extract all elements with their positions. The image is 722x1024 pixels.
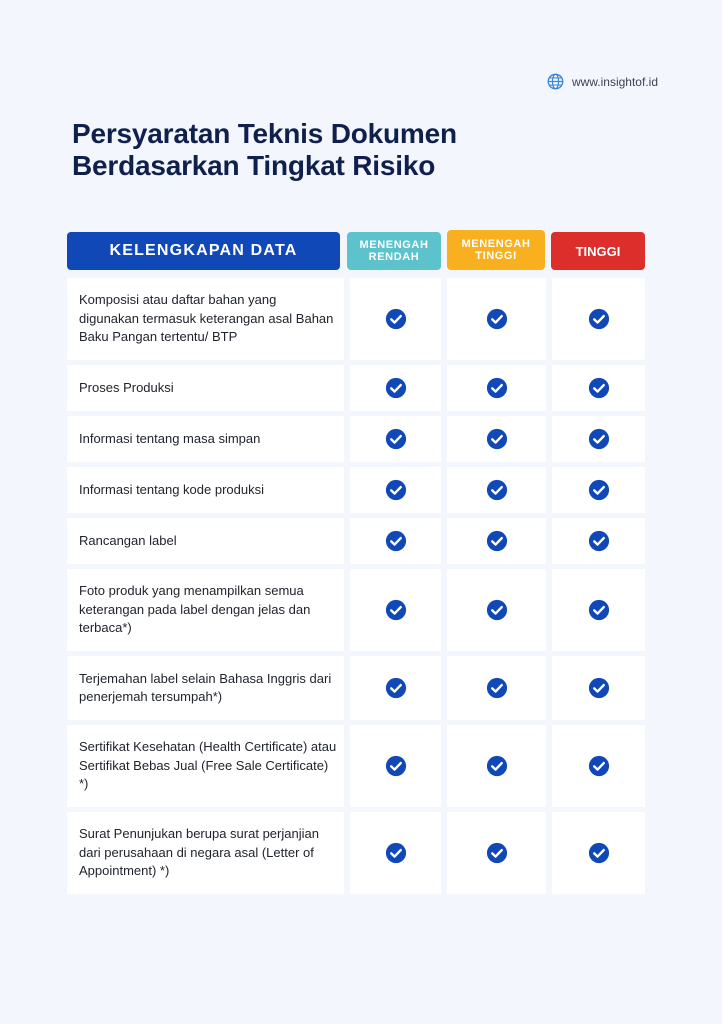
table-row	[67, 812, 645, 894]
cell-menengah-rendah	[350, 656, 441, 720]
cell-menengah-tinggi	[447, 365, 546, 411]
cell-menengah-tinggi	[447, 416, 546, 462]
cell-menengah-tinggi	[447, 278, 546, 360]
cell-tinggi	[552, 365, 645, 411]
title-line-1: Persyaratan Teknis Dokumen	[72, 118, 457, 149]
header-tinggi: TINGGI	[551, 232, 645, 270]
table-row	[67, 278, 645, 360]
table-row	[67, 725, 645, 807]
globe-icon	[547, 73, 564, 90]
check-circle-icon	[385, 530, 407, 552]
cell-menengah-tinggi	[447, 467, 546, 513]
check-circle-icon	[486, 479, 508, 501]
cell-tinggi	[552, 569, 645, 651]
table-row	[67, 416, 645, 462]
row-label: Terjemahan label selain Bahasa Inggris dari penerjemah tersumpah*)	[67, 656, 344, 720]
check-circle-icon	[486, 842, 508, 864]
check-circle-icon	[588, 377, 610, 399]
row-label: Surat Penunjukan berupa surat perjanjian dari perusahaan di negara asal (Letter of Appointment) *)	[67, 812, 344, 894]
check-circle-icon	[385, 428, 407, 450]
cell-tinggi	[552, 656, 645, 720]
cell-menengah-tinggi	[447, 656, 546, 720]
row-label: Informasi tentang masa simpan	[67, 416, 344, 462]
check-circle-icon	[588, 755, 610, 777]
cell-menengah-rendah	[350, 725, 441, 807]
table-row	[67, 365, 645, 411]
row-label: Rancangan label	[67, 518, 344, 564]
cell-tinggi	[552, 416, 645, 462]
check-circle-icon	[385, 308, 407, 330]
check-circle-icon	[588, 479, 610, 501]
cell-menengah-rendah	[350, 365, 441, 411]
row-label: Komposisi atau daftar bahan yang digunakan termasuk keterangan asal Bahan Baku Pangan tertentu/ BTP	[67, 278, 344, 360]
check-circle-icon	[385, 479, 407, 501]
check-circle-icon	[486, 377, 508, 399]
table-row	[67, 656, 645, 720]
cell-menengah-rendah	[350, 518, 441, 564]
cell-menengah-tinggi	[447, 812, 546, 894]
check-circle-icon	[385, 755, 407, 777]
check-circle-icon	[486, 755, 508, 777]
header-menengah-tinggi	[447, 230, 545, 270]
check-circle-icon	[588, 530, 610, 552]
check-circle-icon	[486, 599, 508, 621]
cell-menengah-tinggi	[447, 518, 546, 564]
row-label: Sertifikat Kesehatan (Health Certificate) atau Sertifikat Bebas Jual (Free Sale Certificate) *)	[67, 725, 344, 807]
cell-tinggi	[552, 518, 645, 564]
site-url-text[interactable]: www.insightof.id	[571, 74, 658, 89]
check-circle-icon	[385, 599, 407, 621]
check-circle-icon	[486, 308, 508, 330]
header-high-line-2: TINGGI	[475, 250, 517, 262]
table-row	[67, 518, 645, 564]
row-label: Foto produk yang menampilkan semua keterangan pada label dengan jelas dan terbaca*)	[67, 569, 344, 651]
check-circle-icon	[588, 842, 610, 864]
check-circle-icon	[385, 842, 407, 864]
title-line-2: Berdasarkan Tingkat Risiko	[72, 150, 436, 181]
check-circle-icon	[588, 428, 610, 450]
check-circle-icon	[385, 677, 407, 699]
cell-menengah-rendah	[350, 416, 441, 462]
check-circle-icon	[588, 599, 610, 621]
cell-menengah-rendah	[350, 278, 441, 360]
cell-menengah-rendah	[350, 569, 441, 651]
header-low-line-2: RENDAH	[368, 251, 420, 263]
header-kelengkapan-data: KELENGKAPAN DATA	[67, 232, 340, 270]
page-title	[72, 118, 457, 182]
site-url[interactable]	[547, 73, 658, 90]
header-high-line-1: MENENGAH	[461, 238, 531, 250]
check-circle-icon	[588, 677, 610, 699]
cell-menengah-tinggi	[447, 569, 546, 651]
row-label: Informasi tentang kode produksi	[67, 467, 344, 513]
header-low-line-1: MENENGAH	[359, 239, 429, 251]
header-menengah-rendah	[347, 232, 441, 270]
table-row	[67, 467, 645, 513]
table-row	[67, 569, 645, 651]
check-circle-icon	[486, 428, 508, 450]
cell-tinggi	[552, 725, 645, 807]
requirements-table	[67, 278, 645, 899]
cell-menengah-rendah	[350, 467, 441, 513]
check-circle-icon	[385, 377, 407, 399]
cell-menengah-tinggi	[447, 725, 546, 807]
check-circle-icon	[486, 677, 508, 699]
check-circle-icon	[588, 308, 610, 330]
check-circle-icon	[486, 530, 508, 552]
cell-tinggi	[552, 278, 645, 360]
cell-tinggi	[552, 467, 645, 513]
row-label: Proses Produksi	[67, 365, 344, 411]
cell-tinggi	[552, 812, 645, 894]
cell-menengah-rendah	[350, 812, 441, 894]
